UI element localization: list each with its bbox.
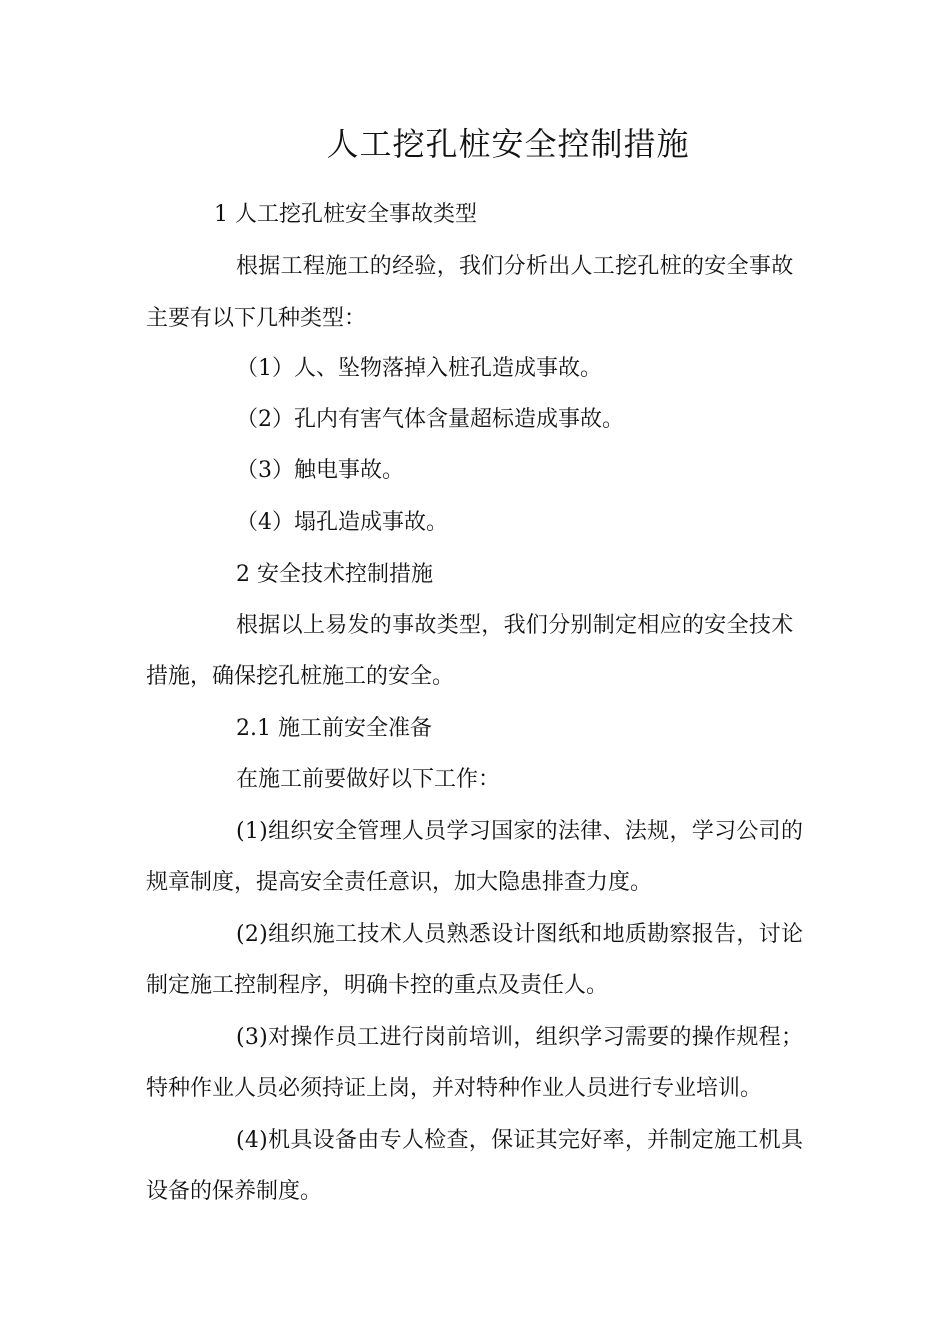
paragraph-line: 根据以上易发的事故类型，我们分别制定相应的安全技术: [236, 613, 794, 638]
list-item: （1）人、坠物落掉入桩孔造成事故。: [236, 356, 602, 381]
subsection-heading-2-1: 2.1 施工前安全准备: [236, 716, 432, 741]
list-item: (1)组织安全管理人员学习国家的法律、法规，学习公司的: [236, 819, 804, 844]
list-item-continued: 制定施工控制程序，明确卡控的重点及责任人。: [146, 973, 609, 998]
list-item: （4）塌孔造成事故。: [236, 510, 448, 535]
paragraph-line: 措施，确保挖孔桩施工的安全。: [146, 664, 455, 689]
list-item-continued: 设备的保养制度。: [146, 1179, 323, 1204]
list-item: (3)对操作员工进行岗前培训，组织学习需要的操作规程；: [236, 1025, 804, 1050]
list-item: (2)组织施工技术人员熟悉设计图纸和地质勘察报告，讨论: [236, 922, 804, 947]
paragraph-line: 主要有以下几种类型：: [146, 306, 367, 331]
paragraph-line: 在施工前要做好以下工作：: [236, 767, 501, 792]
list-item: (4)机具设备由专人检查，保证其完好率，并制定施工机具: [236, 1128, 804, 1153]
section-heading-2: 2 安全技术控制措施: [236, 562, 433, 587]
list-item: （3）触电事故。: [236, 458, 404, 483]
section-heading-1: 1 人工挖孔桩安全事故类型: [214, 202, 477, 227]
list-item: （2）孔内有害气体含量超标造成事故。: [236, 407, 624, 432]
paragraph-line: 根据工程施工的经验，我们分析出人工挖孔桩的安全事故: [236, 254, 794, 279]
list-item-continued: 规章制度，提高安全责任意识，加大隐患排查力度。: [146, 870, 653, 895]
document-title: 人工挖孔桩安全控制措施: [326, 125, 690, 163]
list-item-continued: 特种作业人员必须持证上岗，并对特种作业人员进行专业培训。: [146, 1076, 763, 1101]
